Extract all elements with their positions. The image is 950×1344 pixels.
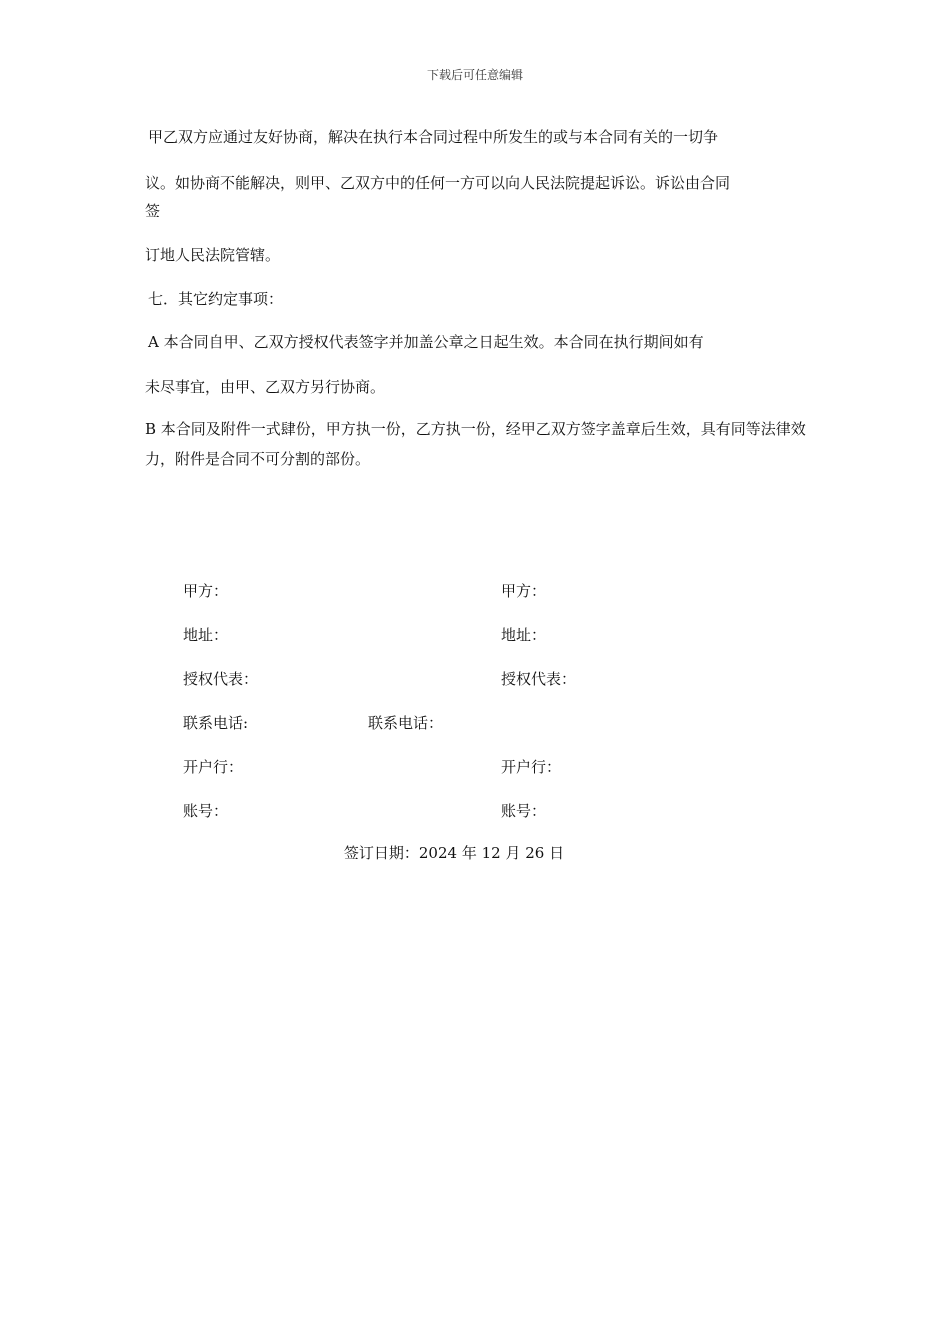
left-party-label: 甲方： <box>183 582 229 600</box>
left-account-label: 账号： <box>183 802 229 820</box>
section-title: 七．其它约定事项： <box>148 290 284 308</box>
signing-date: 签订日期：2024 年 12 月 26 日 <box>343 844 565 862</box>
page-header: 下载后可任意编辑 <box>426 68 523 82</box>
right-address-label: 地址： <box>501 626 547 644</box>
right-account-label: 账号： <box>501 802 547 820</box>
paragraph-line: 甲乙双方应通过友好协商，解决在执行本合同过程中所发生的或与本合同有关的一切争 <box>148 128 719 146</box>
item-a-line: A 本合同自甲、乙双方授权代表签字并加盖公章之日起生效。本合同在执行期间如有 <box>148 333 704 351</box>
paragraph-line: 签 <box>145 202 161 220</box>
paragraph-line: 订地人民法院管辖。 <box>145 246 281 264</box>
paragraph-line: 议。如协商不能解决，则甲、乙双方中的任何一方可以向人民法院提起诉讼。诉讼由合同 <box>145 174 731 192</box>
left-representative-label: 授权代表： <box>183 670 259 688</box>
left-address-label: 地址： <box>183 626 229 644</box>
left-bank-label: 开户行： <box>183 758 244 776</box>
item-b-paragraph: B 本合同及附件一式肆份，甲方执一份，乙方执一份，经甲乙双方签字盖章后生效，具有同等法律效力，附件是合同不可分割的部份。 <box>145 420 806 468</box>
left-phone-label: 联系电话: <box>183 714 249 732</box>
item-a-line: 未尽事宜，由甲、乙双方另行协商。 <box>145 378 386 396</box>
right-bank-label: 开户行： <box>501 758 562 776</box>
right-party-label: 甲方： <box>501 582 547 600</box>
right-representative-label: 授权代表： <box>501 670 577 688</box>
right-phone-label: 联系电话： <box>368 714 444 732</box>
